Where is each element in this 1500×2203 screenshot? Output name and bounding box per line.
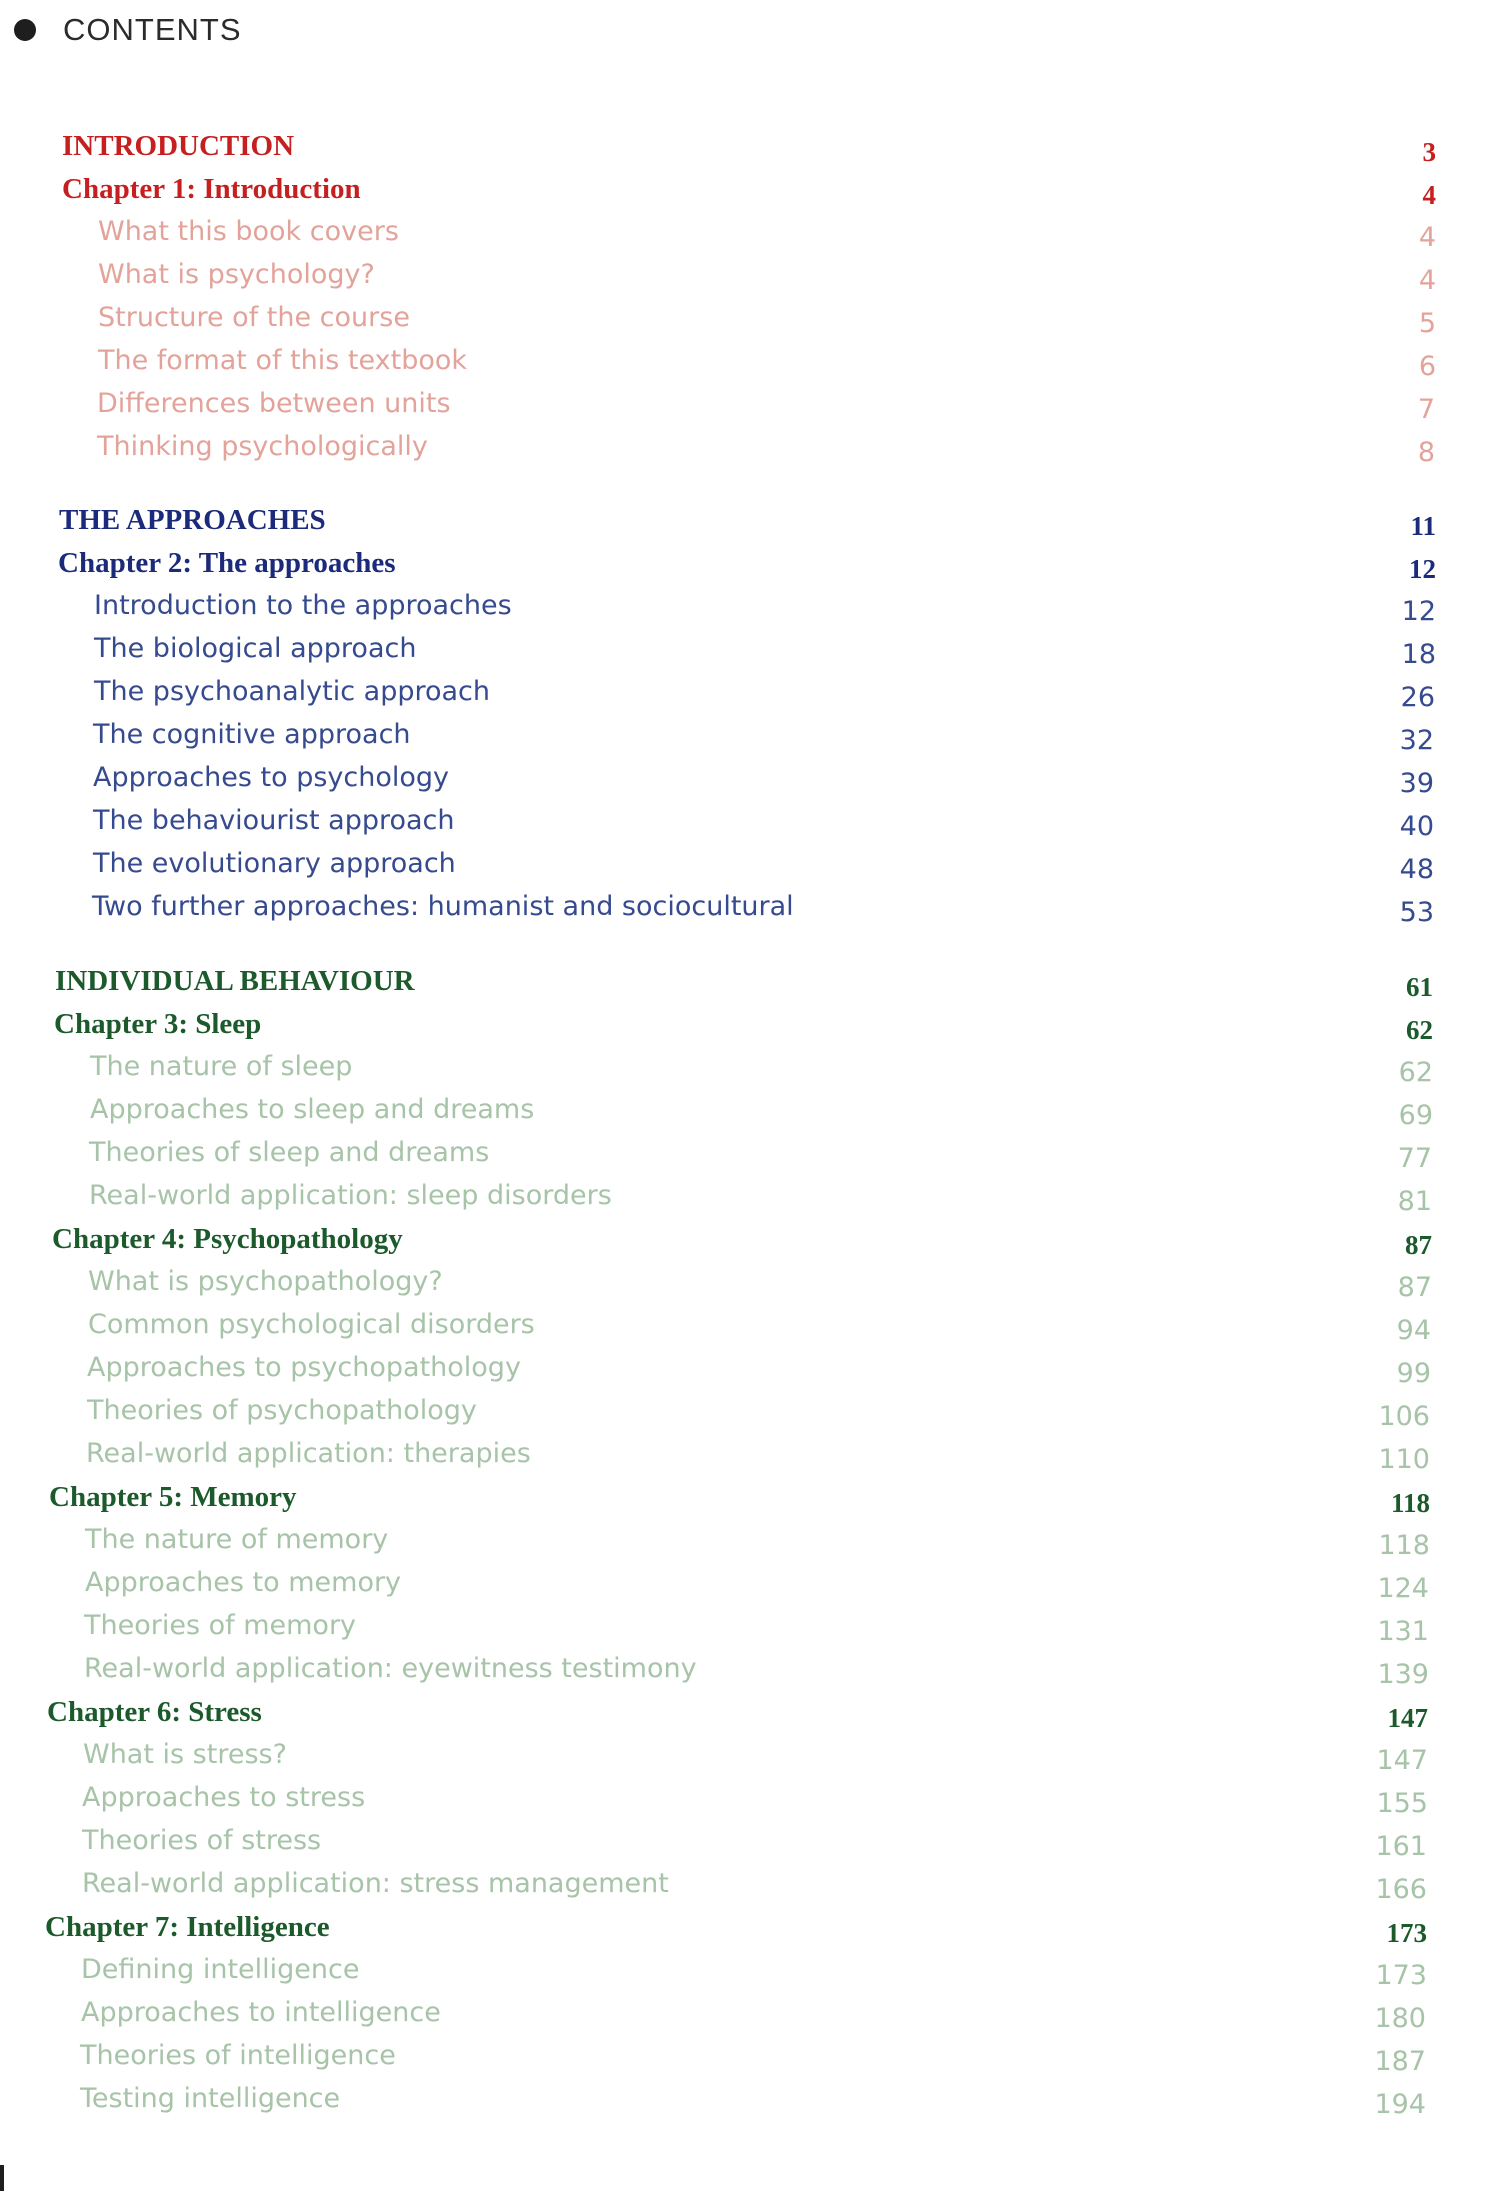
toc-page-number: 3 [1422, 137, 1436, 167]
toc-item[interactable] [81, 1949, 1427, 1991]
toc-page-number: 110 [1378, 1444, 1430, 1475]
toc-page-number: 4 [1422, 180, 1436, 210]
toc-item-title: The biological approach [94, 633, 417, 664]
toc-item[interactable] [90, 1046, 1433, 1088]
toc-item-title: Differences between units [97, 388, 451, 419]
toc-item[interactable] [83, 1734, 1428, 1776]
toc-item-title: Common psychological disorders [88, 1309, 535, 1340]
toc-item-title: Approaches to psychology [93, 762, 450, 793]
toc-page-number: 4 [1418, 222, 1436, 253]
toc-item[interactable] [93, 800, 1434, 842]
toc-page-number: 48 [1399, 854, 1434, 885]
toc-chapter-4[interactable] [52, 1218, 1432, 1260]
toc-chapter-5[interactable] [49, 1476, 1430, 1518]
toc-page-number: 11 [1410, 511, 1436, 541]
toc-chapter-title: Chapter 6: Stress [47, 1696, 262, 1728]
toc-chapter-7[interactable] [45, 1906, 1427, 1948]
toc-item[interactable] [80, 2078, 1426, 2120]
toc-chapter-1[interactable] [62, 168, 1436, 210]
toc-item[interactable] [90, 1089, 1433, 1131]
toc-page-number: 147 [1376, 1745, 1428, 1776]
toc-page-number: 81 [1397, 1186, 1432, 1217]
toc-page-number: 118 [1390, 1488, 1430, 1518]
toc-item-title: The nature of memory [85, 1524, 389, 1555]
toc-page-number: 87 [1397, 1272, 1432, 1303]
toc-page-number: 173 [1386, 1918, 1427, 1948]
toc-item[interactable] [98, 297, 1436, 339]
toc-item-title: The format of this textbook [98, 345, 468, 376]
toc-chapter-2[interactable] [58, 542, 1436, 584]
toc-item-title: Theories of psychopathology [87, 1395, 477, 1426]
toc-section-title: THE APPROACHES [59, 504, 326, 536]
toc-item[interactable] [93, 757, 1434, 799]
toc-item-title: What is stress? [83, 1739, 287, 1770]
toc-item[interactable] [82, 1863, 1427, 1905]
toc-page-number: 180 [1374, 2003, 1426, 2034]
toc-item[interactable] [89, 1132, 1432, 1174]
toc-item[interactable] [84, 1648, 1429, 1690]
toc-page-number: 194 [1374, 2089, 1426, 2120]
toc-item-title: Approaches to memory [85, 1567, 402, 1598]
toc-chapter-title: Chapter 5: Memory [49, 1481, 297, 1513]
toc-section-title: INTRODUCTION [62, 130, 295, 162]
toc-item-title: Two further approaches: humanist and sociocultural [92, 891, 794, 922]
toc-item[interactable] [98, 340, 1436, 382]
toc-item-title: The evolutionary approach [93, 848, 456, 879]
toc-item-title: Structure of the course [98, 302, 410, 333]
toc-chapter-6[interactable] [47, 1691, 1428, 1733]
toc-page-number: 32 [1399, 725, 1434, 756]
toc-item-title: Real-world application: sleep disorders [89, 1180, 612, 1211]
toc-page-number: 173 [1375, 1960, 1427, 1991]
toc-page-number: 77 [1397, 1143, 1432, 1174]
toc-page-number: 187 [1374, 2046, 1426, 2077]
toc-item[interactable] [82, 1820, 1427, 1862]
toc-item-title: Testing intelligence [80, 2083, 341, 2114]
toc-section-approaches[interactable] [59, 499, 1436, 541]
toc-section-title: INDIVIDUAL BEHAVIOUR [55, 965, 415, 997]
toc-page-number: 12 [1401, 596, 1436, 627]
toc-item[interactable] [88, 1261, 1432, 1303]
toc-page-number: 69 [1398, 1100, 1433, 1131]
toc-page-number: 7 [1417, 394, 1435, 425]
toc-item-title: Approaches to stress [82, 1782, 366, 1813]
toc-item-title: Theories of sleep and dreams [89, 1137, 490, 1168]
toc-page-number: 139 [1377, 1659, 1429, 1690]
toc-page-number: 26 [1400, 682, 1435, 713]
toc-item-title: The nature of sleep [90, 1051, 353, 1082]
toc-chapter-title: Chapter 3: Sleep [54, 1008, 262, 1040]
toc-item-title: What is psychopathology? [88, 1266, 443, 1297]
toc-item-title: What is psychology? [98, 259, 375, 290]
toc-item[interactable] [87, 1347, 1431, 1389]
toc-item[interactable] [94, 671, 1435, 713]
toc-section-introduction[interactable] [62, 125, 1436, 167]
toc-page-number: 124 [1377, 1573, 1429, 1604]
toc-page-number: 147 [1387, 1703, 1428, 1733]
toc-item[interactable] [98, 211, 1436, 253]
toc-page-number: 94 [1396, 1315, 1431, 1346]
toc-item[interactable] [87, 1390, 1430, 1432]
toc-item[interactable] [85, 1562, 1429, 1604]
toc-item-title: Introduction to the approaches [94, 590, 512, 621]
toc-item-title: Thinking psychologically [97, 431, 428, 462]
toc-page-number: 161 [1375, 1831, 1427, 1862]
toc-item[interactable] [85, 1519, 1430, 1561]
toc-page-number: 12 [1409, 554, 1436, 584]
toc-page-number: 106 [1378, 1401, 1430, 1432]
page-title: CONTENTS [63, 12, 242, 47]
toc-chapter-title: Chapter 7: Intelligence [45, 1911, 330, 1943]
toc-chapter-title: Chapter 4: Psychopathology [52, 1223, 403, 1255]
toc-page-number: 87 [1405, 1230, 1432, 1260]
toc-item[interactable] [80, 2035, 1426, 2077]
toc-item[interactable] [82, 1777, 1428, 1819]
toc-section-individual-behaviour[interactable] [55, 960, 1433, 1002]
toc-item[interactable] [98, 254, 1436, 296]
toc-item[interactable] [97, 383, 1435, 425]
toc-item[interactable] [93, 843, 1434, 885]
page-edge-marker-icon [0, 2165, 4, 2191]
toc-item-title: Approaches to psychopathology [87, 1352, 521, 1383]
toc-page-number: 53 [1399, 897, 1434, 928]
toc-page-number: 131 [1377, 1616, 1429, 1647]
toc-item-title: Approaches to sleep and dreams [90, 1094, 535, 1125]
toc-item[interactable] [81, 1992, 1426, 2034]
toc-item-title: The psychoanalytic approach [94, 676, 491, 707]
toc-item-title: Theories of stress [82, 1825, 322, 1856]
toc-item[interactable] [89, 1175, 1432, 1217]
toc-item-title: Real-world application: stress management [82, 1868, 669, 1899]
toc-page-number: 5 [1418, 308, 1436, 339]
toc-item[interactable] [92, 886, 1434, 928]
toc-page-number: 4 [1418, 265, 1436, 296]
toc-page-number: 62 [1406, 1015, 1433, 1045]
toc-item[interactable] [84, 1605, 1429, 1647]
bullet-circle-icon [14, 19, 36, 41]
toc-page-number: 6 [1418, 351, 1436, 382]
toc-item-title: The cognitive approach [93, 719, 411, 750]
toc-page-number: 39 [1399, 768, 1434, 799]
toc-page-number: 8 [1417, 437, 1435, 468]
toc-page-number: 62 [1398, 1057, 1433, 1088]
toc-item[interactable] [86, 1433, 1430, 1475]
toc-item-title: Defining intelligence [81, 1954, 360, 1985]
toc-item-title: Approaches to intelligence [81, 1997, 441, 2028]
toc-page-number: 18 [1401, 639, 1436, 670]
toc-page-number: 99 [1396, 1358, 1431, 1389]
toc-item[interactable] [93, 714, 1434, 756]
toc-item-title: Theories of memory [84, 1610, 357, 1641]
toc-item[interactable] [94, 628, 1436, 670]
toc-item-title: Real-world application: therapies [86, 1438, 531, 1469]
toc-item-title: What this book covers [98, 216, 399, 247]
toc-chapter-3[interactable] [54, 1003, 1433, 1045]
toc-page-number: 166 [1375, 1874, 1427, 1905]
toc-page-number: 40 [1399, 811, 1434, 842]
toc-item[interactable] [94, 585, 1436, 627]
toc-page-number: 155 [1376, 1788, 1428, 1819]
toc-item[interactable] [97, 426, 1435, 468]
toc-chapter-title: Chapter 2: The approaches [58, 547, 396, 579]
toc-item[interactable] [88, 1304, 1431, 1346]
toc-page-number: 61 [1406, 972, 1433, 1002]
page-header [14, 10, 242, 50]
toc-page-number: 118 [1378, 1530, 1430, 1561]
toc-item-title: Theories of intelligence [80, 2040, 396, 2071]
toc-item-title: The behaviourist approach [93, 805, 455, 836]
toc-item-title: Real-world application: eyewitness testimony [84, 1653, 697, 1684]
toc-chapter-title: Chapter 1: Introduction [62, 173, 361, 205]
